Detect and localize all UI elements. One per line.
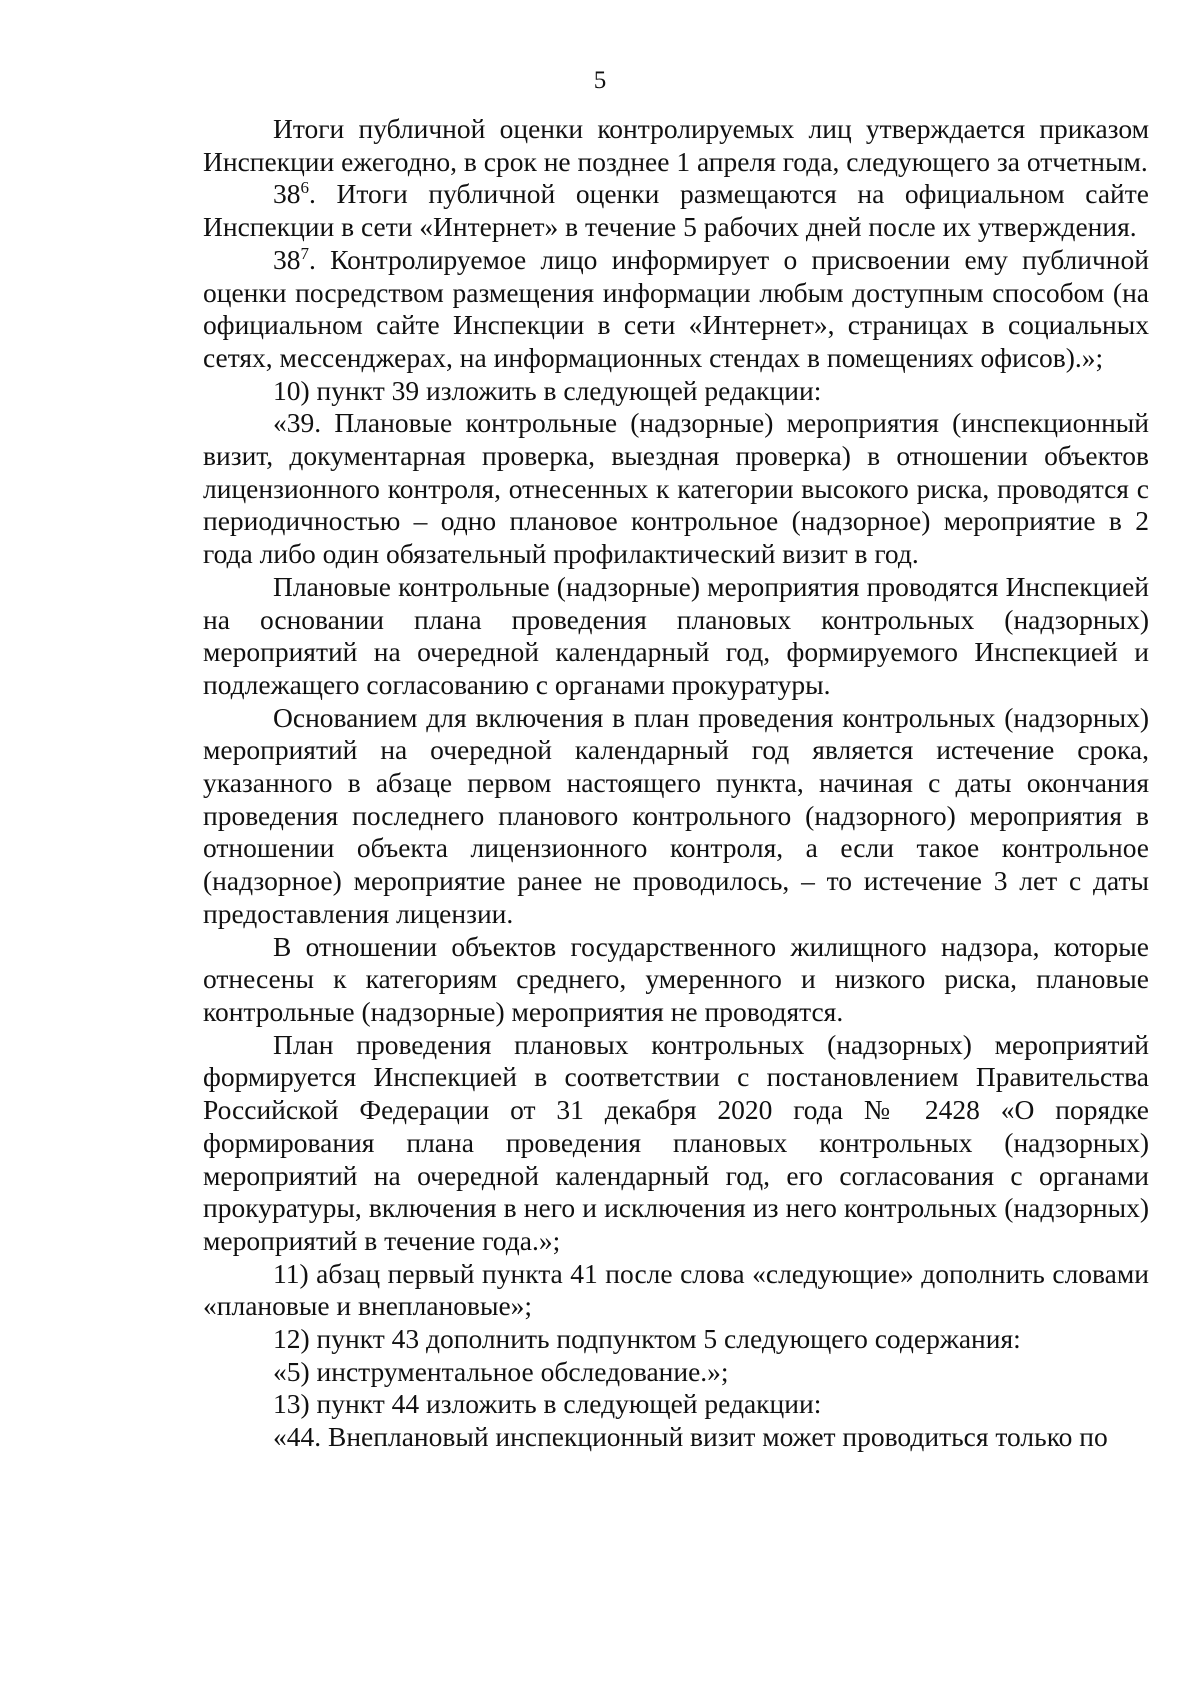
clause-number: 38 <box>273 243 301 275</box>
paragraph-clause-39: «39. Плановые контрольные (надзорные) мероприятия (инспекционный визит, документарная проверка, выездная проверка) в отношении объектов лицензионного контроля, отнесенных к категории высокого риска, проводятся с периодичностью – одно плановое контрольное (надзорное) мероприятие в 2 года либо один обязательный профилактический визит в год. <box>203 407 1149 570</box>
paragraph-item-11: 11) абзац первый пункта 41 после слова «следующие» дополнить словами «плановые и внеплановые»; <box>203 1257 1149 1322</box>
paragraph-clause-38-7 <box>203 244 1149 375</box>
clause-number: 38 <box>273 178 301 210</box>
clause-superscript: 7 <box>300 243 309 263</box>
paragraph-subitem-5: «5) инструментальное обследование.»; <box>273 1355 729 1387</box>
page-number: 5 <box>593 67 607 94</box>
document-body <box>203 113 1149 1454</box>
paragraph-item-10: 10) пункт 39 изложить в следующей редакции: <box>273 374 822 406</box>
clause-superscript: 6 <box>300 178 309 198</box>
paragraph-item-13: 13) пункт 44 изложить в следующей редакции: <box>273 1388 822 1420</box>
paragraph-plan-formation: План проведения плановых контрольных (надзорных) мероприятий формируется Инспекцией в соответствии с постановлением Правительства Российской Федерации от 31 декабря 2020 года № 2428 «О порядке формирования плана проведения плановых контрольных (надзорных) мероприятий на очередной календарный год, его согласования с органами прокуратуры, включения в него и исключения из него контрольных (надзорных) мероприятий в течение года.»; <box>203 1028 1149 1256</box>
paragraph-basis-inclusion: Основанием для включения в план проведения контрольных (надзорных) мероприятий на очередной календарный год является истечение срока, указанного в абзаце первом настоящего пункта, начиная с даты окончания проведения последнего планового контрольного (надзорного) мероприятия в отношении объекта лицензионного контроля, а если такое контрольное (надзорное) мероприятие ранее не проводилось, – то истечение 3 лет с даты предоставления лицензии. <box>203 701 1149 929</box>
paragraph-clause-44: «44. Внеплановый инспекционный визит может проводиться только по <box>273 1421 1108 1453</box>
paragraph-planned-measures: Плановые контрольные (надзорные) мероприятия проводятся Инспекцией на основании плана проведения плановых контрольных (надзорных) мероприятий на очередной календарный год, формируемого Инспекцией и подлежащего согласованию с органами прокуратуры. <box>203 570 1149 700</box>
paragraph-item-12: 12) пункт 43 дополнить подпунктом 5 следующего содержания: <box>273 1323 1021 1355</box>
paragraph-risk-categories: В отношении объектов государственного жилищного надзора, которые отнесены к категориям среднего, умеренного и низкого риска, плановые контрольные (надзорные) мероприятия не проводятся. <box>203 930 1149 1027</box>
clause-text: . Контролируемое лицо информирует о присвоении ему публичной оценки посредством размещения информации любым доступным способом (на официальном сайте Инспекции в сети «Интернет», страницах в социальных сетях, мессенджерах, на информационных стендах в помещениях офисов).»; <box>203 243 1149 373</box>
clause-text: . Итоги публичной оценки размещаются на официальном сайте Инспекции в сети «Интернет» в течение 5 рабочих дней после их утверждения. <box>203 178 1149 243</box>
paragraph-clause-38-6 <box>203 178 1149 243</box>
paragraph-public-assessment-approval: Итоги публичной оценки контролируемых лиц утверждается приказом Инспекции ежегодно, в срок не позднее 1 апреля года, следующего за отчетным. <box>203 113 1149 177</box>
